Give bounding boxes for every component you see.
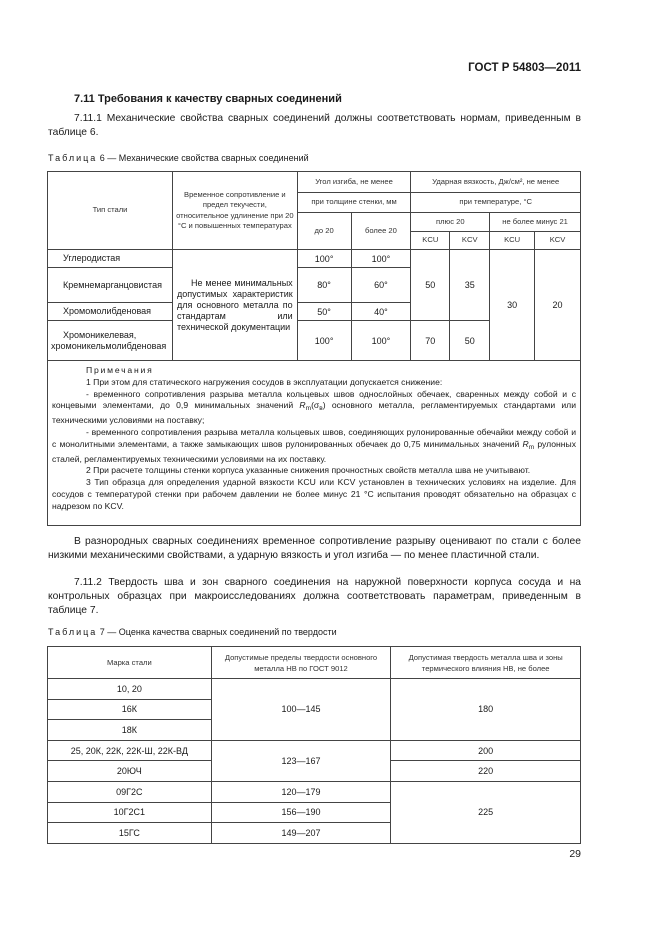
note-1b-text-end: рулонных сталей, регламентируемых техническими условиями на их поставку.	[52, 438, 576, 464]
table-row	[48, 781, 581, 802]
steel-grade-cell: 10Г2С1	[48, 802, 212, 823]
note-1a-text: - временного сопротивления разрыва металла кольцевых швов однослойных обечаек, сваренных между собой и с концевыми элементами, до 0,9 минимальных значений	[52, 388, 576, 411]
table6-header-kcv-minus21: KCV	[535, 232, 581, 250]
base-hardness-cell: 149—207	[211, 823, 391, 844]
table6-header-steel: Тип стали	[48, 172, 173, 250]
steel-type-cell: Хромомолибденовая	[48, 303, 173, 321]
table6-caption	[48, 153, 309, 163]
bend-upto20-cell: 80°	[297, 268, 351, 303]
table6-header-upto20: до 20	[297, 213, 351, 250]
steel-grade-cell: 16К	[48, 699, 212, 720]
table6-header-wall: при толщине стенки, мм	[297, 193, 411, 213]
kcu-plus20-cell: 50	[411, 250, 450, 321]
bend-upto20-cell: 100°	[297, 321, 351, 361]
note-3: 3 Тип образца для определения ударной вязкости KCU или KCV установлен в технических условиях на изделие. Для сосудов с температурой стенки при рабочем давлении не более минус 21 °С испытания проводят обязательно на образцах с надрезом по KCV.	[52, 477, 576, 511]
document-header: ГОСТ Р 54803—2011	[468, 62, 581, 74]
weld-hardness-cell: 200	[391, 740, 581, 761]
bend-over20-cell: 40°	[351, 303, 411, 321]
table7-header-grade: Марка стали	[48, 647, 212, 679]
table6-header-temp: при температуре, °С	[411, 193, 581, 213]
steel-grade-cell: 15ГС	[48, 823, 212, 844]
table-row	[48, 679, 581, 700]
weld-hardness-cell: 180	[391, 679, 581, 741]
note-1a-text-end: основного металла, регламентируемых стандартами или техническими условиями на поставку;	[52, 400, 576, 426]
steel-grade-cell: 20ЮЧ	[48, 761, 212, 782]
kcv-plus20-cell: 50	[450, 321, 490, 361]
steel-grade-cell: 10, 20	[48, 679, 212, 700]
bend-over20-cell: 100°	[351, 250, 411, 268]
steel-grade-cell: 18К	[48, 720, 212, 741]
table6-header-plus20: плюс 20	[411, 213, 490, 232]
note-1a: - временного сопротивления разрыва металла кольцевых швов однослойных обечаек, сваренных между собой и с концевыми элементами, до 0,9 минимальных значений $R_m(\sigma_в)$ основного металла, регламентируемых стандартами или техническими условиями на поставку;	[52, 388, 576, 426]
kcv-plus20-cell: 35	[450, 250, 490, 321]
table7-caption-word: Таблица	[48, 627, 98, 637]
steel-type-cell: Кремнемарганцовистая	[48, 268, 173, 303]
note-1b: - временного сопротивления разрыва металла кольцевых швов, соединяющих рулонированные обечайки между собой и с монолитными элементами, а также замыкающих швов рулонированных обечаек до 0,75 минимальных значений $R_m$ рулонных сталей, регламентируемых техническими условиями на их поставку.	[52, 426, 576, 464]
table6-caption-text: 6 — Механические свойства сварных соединений	[97, 153, 309, 163]
table7-header-base-hardness: Допустимые пределы твердости основного металла НВ по ГОСТ 9012	[211, 647, 391, 679]
paragraph-7-11-2: 7.11.2 Твердость шва и зон сварного соединения на наружной поверхности корпуса сосуда и на контрольных образцах при макроисследованиях должна соответствовать параметрам, приведенным в таблице 7.	[48, 577, 581, 617]
bend-upto20-cell: 100°	[297, 250, 351, 268]
table7-caption	[48, 627, 337, 637]
table6-header-impact: Ударная вязкость, Дж/см², не менее	[411, 172, 581, 193]
bend-over20-cell: 100°	[351, 321, 411, 361]
table7-caption-text: 7 — Оценка качества сварных соединений по твердости	[97, 627, 337, 637]
table6	[47, 171, 581, 361]
weld-hardness-cell: 225	[391, 781, 581, 843]
bend-over20-cell: 60°	[351, 268, 411, 303]
steel-type-cell: Углеродистая	[48, 250, 173, 268]
table6-notes	[47, 361, 581, 526]
weld-hardness-cell: 220	[391, 761, 581, 782]
kcv-minus21-cell: 20	[535, 250, 581, 361]
steel-type-cell: Хромоникелевая, хромоникельмолибденовая	[48, 321, 173, 361]
table6-header-kcv-plus20: KCV	[450, 232, 490, 250]
table-row	[48, 250, 581, 268]
note-2: 2 При расчете толщины стенки корпуса указанные снижения прочностных свойств металла шва не учитывают.	[86, 465, 531, 476]
table6-header-bend: Угол изгиба, не менее	[297, 172, 411, 193]
table7-header-weld-hardness: Допустимая твердость металла шва и зоны термического влияния НВ, не более	[391, 647, 581, 679]
table6-header-kcu-plus20: KCU	[411, 232, 450, 250]
table6-header-over20: более 20	[351, 213, 411, 250]
base-hardness-cell: 120—179	[211, 781, 391, 802]
table7	[47, 646, 581, 844]
table6-header-strength: Временное сопротивление и предел текучести, относительное удлинение при 20 °С и повышенных температурах	[172, 172, 297, 250]
table-row	[48, 740, 581, 761]
note-1: 1 При этом для статического нагружения сосудов в эксплуатации допускается снижение:	[86, 376, 443, 387]
table6-header-kcu-minus21: KCU	[490, 232, 535, 250]
base-hardness-cell: 100—145	[211, 679, 391, 741]
page-number: 29	[569, 848, 581, 860]
section-title: 7.11 Требования к качеству сварных соединений	[74, 93, 342, 105]
kcu-minus21-cell: 30	[490, 250, 535, 361]
steel-grade-cell: 09Г2С	[48, 781, 212, 802]
paragraph-7-11-1: 7.11.1 Механические свойства сварных соединений должны соответствовать нормам, приведенным в таблице 6.	[48, 113, 581, 139]
kcu-plus20-cell: 70	[411, 321, 450, 361]
paragraph-dissimilar-joints: В разнородных сварных соединениях временное сопротивление разрыву оценивают по стали с более низкими механическими свойствами, а ударную вязкость и угол изгиба — по менее пластичной стали.	[48, 536, 581, 562]
bend-upto20-cell: 50°	[297, 303, 351, 321]
table6-caption-word: Таблица	[48, 153, 98, 163]
strength-requirement-cell: Не менее минимальных допустимых характеристик для основного металла по стандартам или технической документации	[172, 250, 297, 361]
base-hardness-cell: 123—167	[211, 740, 391, 781]
table6-header-minus21: не более минус 21	[490, 213, 581, 232]
notes-title: Примечания	[86, 365, 154, 375]
steel-grade-cell: 25, 20К, 22К, 22К-Ш, 22К-ВД	[48, 740, 212, 761]
note-1b-text: - временного сопротивления разрыва металла кольцевых швов, соединяющих рулонированные обечайки между собой и с монолитными элементами, а также замыкающих швов рулонированных обечаек до 0,75 минимальных значений	[52, 426, 576, 449]
base-hardness-cell: 156—190	[211, 802, 391, 823]
